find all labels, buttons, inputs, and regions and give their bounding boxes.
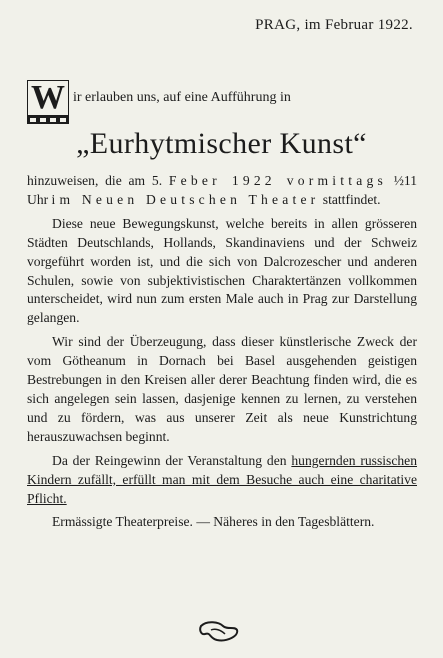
opening-line bbox=[27, 80, 417, 128]
paragraph-1-part-1: hinzuweisen, die am 5. bbox=[27, 173, 169, 188]
charity-note: hungernden russischen Kindern zufällt, erfüllt man mit dem Besuche auch eine charitative Pflicht. bbox=[27, 452, 417, 506]
paragraph-1 bbox=[27, 172, 417, 210]
paragraph-2: Diese neue Bewegungskunst, welche bereits in allen grösseren Städten Deutschlands, Hollands, Skandinaviens und der Schweiz vorgeführt worden ist, und die sich von Dalcrozescher und anderen Schulen, sowie von subjektivistischen Charaktertänzen vollkommen unterscheidet, wird nun zum ersten Male auch in Prag zur Darstellung gelangen. bbox=[27, 215, 417, 326]
performance-time: ½11 Uhr bbox=[27, 173, 418, 207]
paragraph-4 bbox=[27, 452, 417, 509]
decorated-initial bbox=[27, 80, 69, 124]
venue: im Neuen Deutschen Theater bbox=[51, 191, 320, 207]
performance-date: Feber 1922 vormittags bbox=[168, 173, 387, 188]
opening-text: ir erlauben uns, auf eine Aufführung in bbox=[73, 90, 291, 105]
initial-letter: W bbox=[27, 80, 69, 116]
body-text bbox=[27, 172, 417, 537]
paragraph-1-part-3: stattfindet. bbox=[319, 191, 381, 207]
ornament-strip-icon bbox=[27, 116, 69, 124]
printer-mark-icon bbox=[197, 618, 241, 646]
dateline: PRAG, im Februar 1922. bbox=[255, 17, 413, 33]
paragraph-5: Ermässigte Theaterpreise. — Näheres in den Tagesblättern. bbox=[52, 514, 375, 530]
paragraph-3: Wir sind der Überzeugung, dass dieser künstlerische Zweck der vom Götheanum in Dornach bei Basel ausgehenden geistigen Bestrebungen in den Kreisen aller derer Beachtung finden wird, die es sich angelegen sein lassen, dasjenige kennen zu lernen, zu verstehen und zu fördern, was aus unserer Zeit als neue Kunstrichtung herauszuwachsen beginnt. bbox=[27, 334, 417, 444]
paragraph-4-part-1: Da der Reingewinn der Veranstaltung den bbox=[52, 452, 292, 468]
headline: „Eurhytmischer Kunst“ bbox=[76, 127, 367, 160]
